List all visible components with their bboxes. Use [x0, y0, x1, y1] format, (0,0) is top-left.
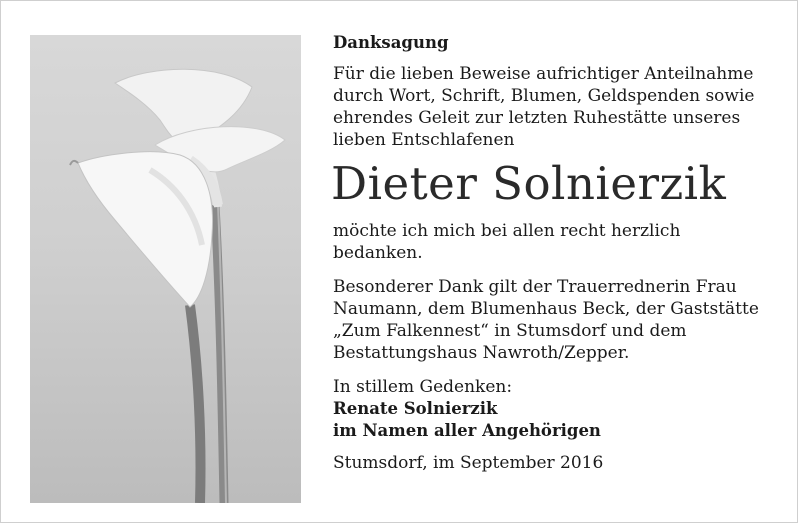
- special-thanks-line: Besonderer Dank gilt der Trauerrednerin Frau: [333, 277, 737, 297]
- family-line: im Namen aller Angehörigen: [333, 421, 601, 440]
- intro-line: Für die lieben Beweise aufrichtiger Anteilnahme: [333, 64, 754, 84]
- heading: Danksagung: [333, 33, 449, 52]
- place-date: Stumsdorf, im September 2016: [333, 453, 604, 473]
- special-thanks-line: Bestattungshaus Nawroth/Zepper.: [333, 343, 630, 363]
- deceased-name: Dieter Solnierzik: [331, 157, 727, 210]
- special-thanks-line: Naumann, dem Blumenhaus Beck, der Gaststätte: [333, 299, 759, 319]
- calla-lily-illustration: [30, 35, 301, 503]
- intro-line: ehrendes Geleit zur letzten Ruhestätte unseres: [333, 108, 741, 128]
- notice-text: [333, 32, 773, 474]
- signer-name: Renate Solnierzik: [333, 399, 498, 418]
- intro-line: durch Wort, Schrift, Blumen, Geldspenden sowie: [333, 86, 755, 106]
- memory-intro: In stillem Gedenken:: [333, 377, 513, 397]
- intro-line: lieben Entschlafenen: [333, 130, 515, 150]
- calla-lily-photo: [30, 35, 301, 503]
- thanks-line: möchte ich mich bei allen recht herzlich bedanken.: [333, 221, 681, 263]
- special-thanks-line: „Zum Falkennest“ in Stumsdorf und dem: [333, 321, 687, 341]
